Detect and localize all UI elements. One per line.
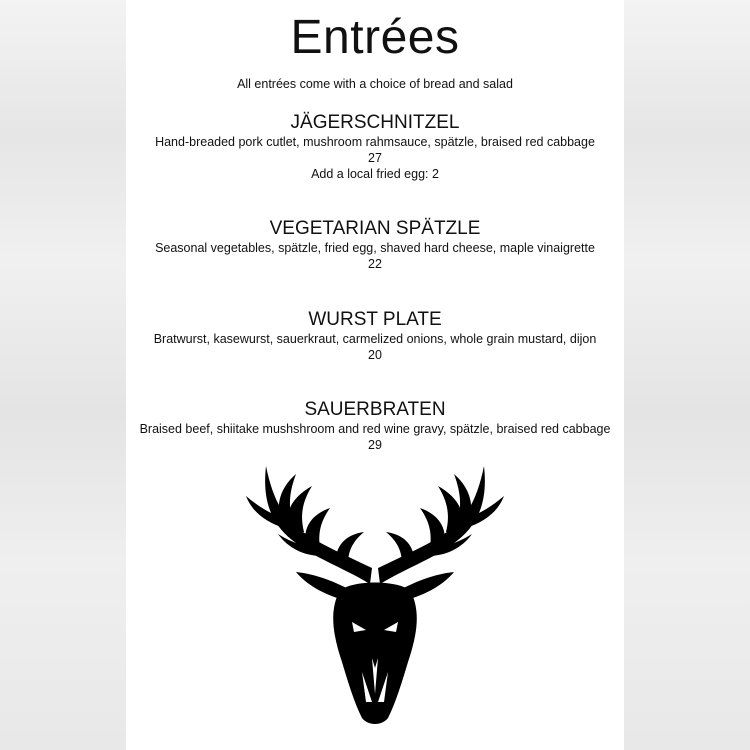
item-description: Bratwurst, kasewurst, sauerkraut, carmelized onions, whole grain mustard, dijon (153, 332, 597, 346)
menu-subtitle: All entrées come with a choice of bread and salad (237, 77, 513, 91)
menu-item-sauerbraten (126, 399, 624, 453)
menu-title: Entrées (290, 11, 460, 64)
item-name: SAUERBRATEN (304, 399, 446, 420)
item-name: WURST PLATE (308, 309, 442, 330)
item-name: VEGETARIAN SPÄTZLE (269, 218, 481, 239)
item-price: 27 (368, 151, 382, 165)
menu-item-jagerschnitzel (126, 112, 624, 182)
item-price: 29 (368, 438, 382, 452)
item-description: Braised beef, shiitake mushshroom and red wine gravy, spätzle, braised red cabbage (139, 422, 611, 436)
item-description: Seasonal vegetables, spätzle, fried egg, shaved hard cheese, maple vinaigrette (155, 241, 595, 255)
blurred-background-left (0, 0, 126, 750)
item-name: JÄGERSCHNITZEL (290, 112, 460, 133)
menu-item-vegetarian-spatzle (126, 218, 624, 272)
item-price: 20 (368, 348, 382, 362)
item-addon: Add a local fried egg: 2 (311, 167, 439, 181)
item-price: 22 (368, 257, 382, 271)
blurred-background-right (624, 0, 750, 750)
menu-item-wurst-plate (126, 309, 624, 363)
stag-head-icon (126, 462, 624, 737)
item-description: Hand-breaded pork cutlet, mushroom rahmsauce, spätzle, braised red cabbage (155, 135, 595, 149)
